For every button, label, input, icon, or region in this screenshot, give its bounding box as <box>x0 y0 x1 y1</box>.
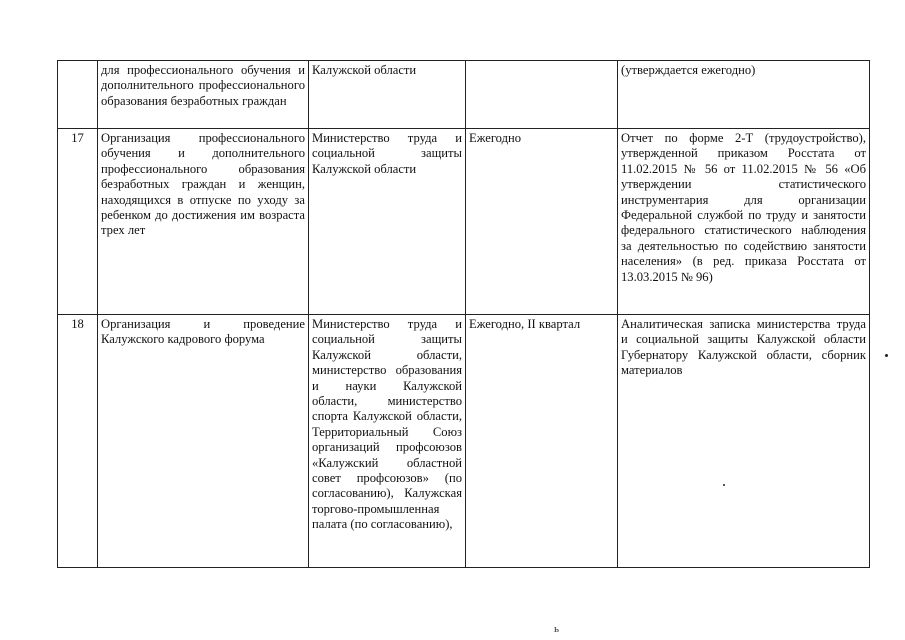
event-cell: для профессионального обучения и дополнительного профессионального образования безработных граждан <box>98 61 309 129</box>
report-cell: (утверждается ежегодно) <box>618 61 870 129</box>
event-cell: Организация профессионального обучения и дополнительного профессионального образования безработных граждан и женщин, находящихся в отпуске по уходу за ребенком до достижения им возраста трех лет <box>98 129 309 315</box>
scan-speck <box>885 354 888 357</box>
row-number-cell <box>58 61 98 129</box>
executor-cell: Министерство труда и социальной защиты Калужской области, министерство образования и науки Калужской области, министерство спорта Калужской области, Территориальный Союз организаций профсоюзов «Калужский областной совет профсоюзов» (по согласованию), Калужская торгово-промышленная палата (по согласованию), <box>309 315 466 568</box>
term-cell: Ежегодно, II квартал <box>466 315 618 568</box>
term-cell: Ежегодно <box>466 129 618 315</box>
executor-cell: Калужской области <box>309 61 466 129</box>
page-mark: ь <box>554 623 560 635</box>
table-row <box>58 315 870 568</box>
row-number-cell: 18 <box>58 315 98 568</box>
table-row <box>58 61 870 129</box>
report-cell: Отчет по форме 2-Т (трудоустройство), утвержденной приказом Росстата от 11.02.2015 № 56 от 11.02.2015 № 56 «Об утверждении статистического инструментария для организации Федеральной службой по труду и занятости федерального статистического наблюдения за деятельностью по содействию занятости населения» (в ред. приказа Росстата от 13.03.2015 № 96) <box>618 129 870 315</box>
term-cell <box>466 61 618 129</box>
scan-speck <box>723 484 725 486</box>
row-number-cell: 17 <box>58 129 98 315</box>
table-row <box>58 129 870 315</box>
plan-table <box>57 60 870 568</box>
executor-cell: Министерство труда и социальной защиты Калужской области <box>309 129 466 315</box>
event-cell: Организация и проведение Калужского кадрового форума <box>98 315 309 568</box>
report-cell: Аналитическая записка министерства труда и социальной защиты Калужской области Губернатору Калужской области, сборник материалов <box>618 315 870 568</box>
